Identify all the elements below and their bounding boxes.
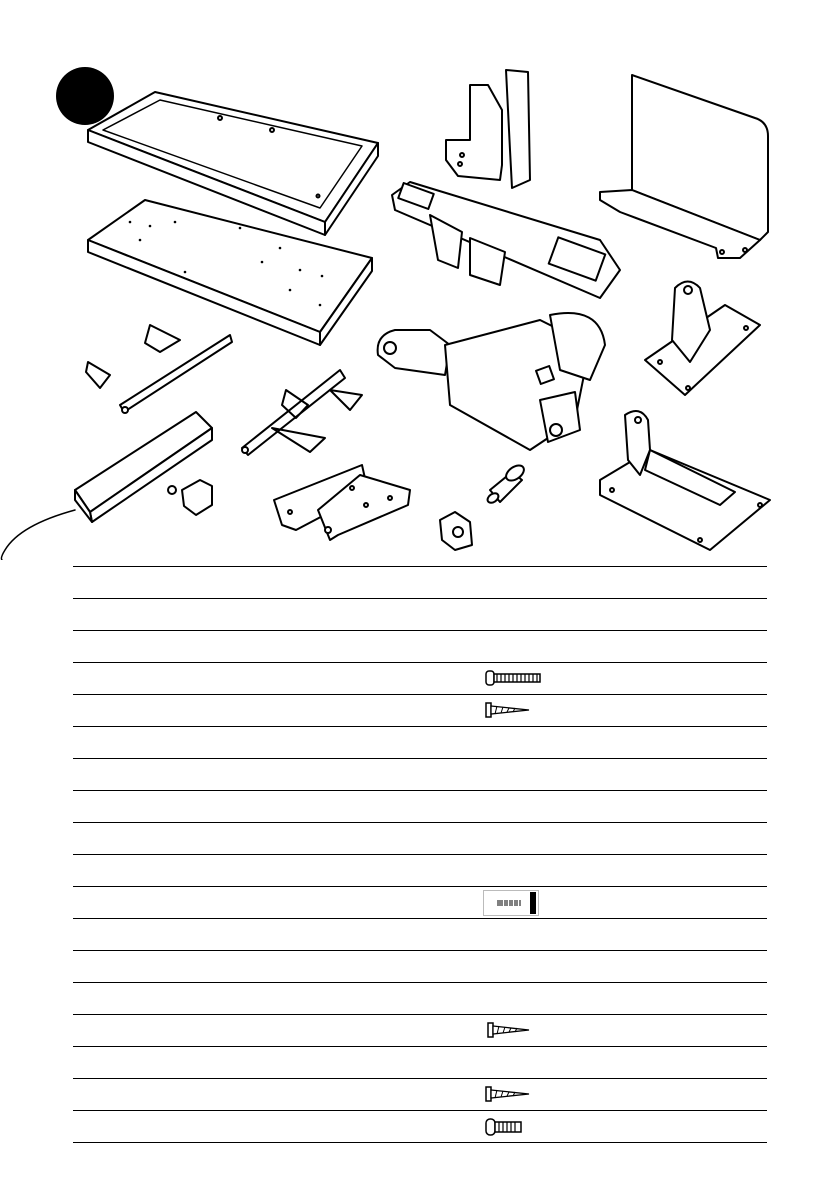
wood-screw-icon: [485, 1021, 531, 1039]
parts-row: [73, 566, 767, 599]
parts-row: [73, 887, 767, 919]
long-machine-screw-icon: [485, 669, 545, 687]
parts-row: [73, 1015, 767, 1047]
control-panel: [392, 182, 620, 298]
wood-screw-icon: [485, 1085, 531, 1103]
wood-screw-icon: [485, 701, 531, 719]
base-bracket: [600, 411, 770, 550]
parts-row: [73, 983, 767, 1015]
parts-row: [73, 919, 767, 951]
parts-illustration: [0, 0, 840, 560]
parts-row: [73, 1079, 767, 1111]
motor-mount-plate: [645, 282, 760, 396]
parts-row: [73, 951, 767, 983]
l-shield-plate: [600, 75, 768, 258]
clip-nut: [440, 512, 472, 550]
crossbar-right: [242, 370, 362, 455]
parts-row: [73, 695, 767, 727]
step-number-badge: [56, 67, 114, 125]
u-bracket: [446, 70, 530, 188]
crossbar-left: [86, 325, 232, 413]
parts-row: [73, 855, 767, 887]
hinge-brackets: [274, 465, 410, 540]
pivot-pin: [486, 462, 527, 504]
short-machine-screw-icon: [485, 1117, 531, 1137]
parts-list-table: [73, 566, 767, 1143]
parts-row: [73, 823, 767, 855]
cable-clip: [168, 480, 212, 515]
parts-row: [73, 759, 767, 791]
linear-actuator: [378, 313, 605, 450]
led-light-bar: [1, 412, 212, 560]
parts-row: [73, 727, 767, 759]
parts-row: [73, 663, 767, 695]
parts-row: [73, 791, 767, 823]
parts-row: [73, 1047, 767, 1079]
parts-row: [73, 631, 767, 663]
barcode-label-icon: [483, 890, 539, 916]
parts-row: [73, 1111, 767, 1143]
parts-row: [73, 599, 767, 631]
